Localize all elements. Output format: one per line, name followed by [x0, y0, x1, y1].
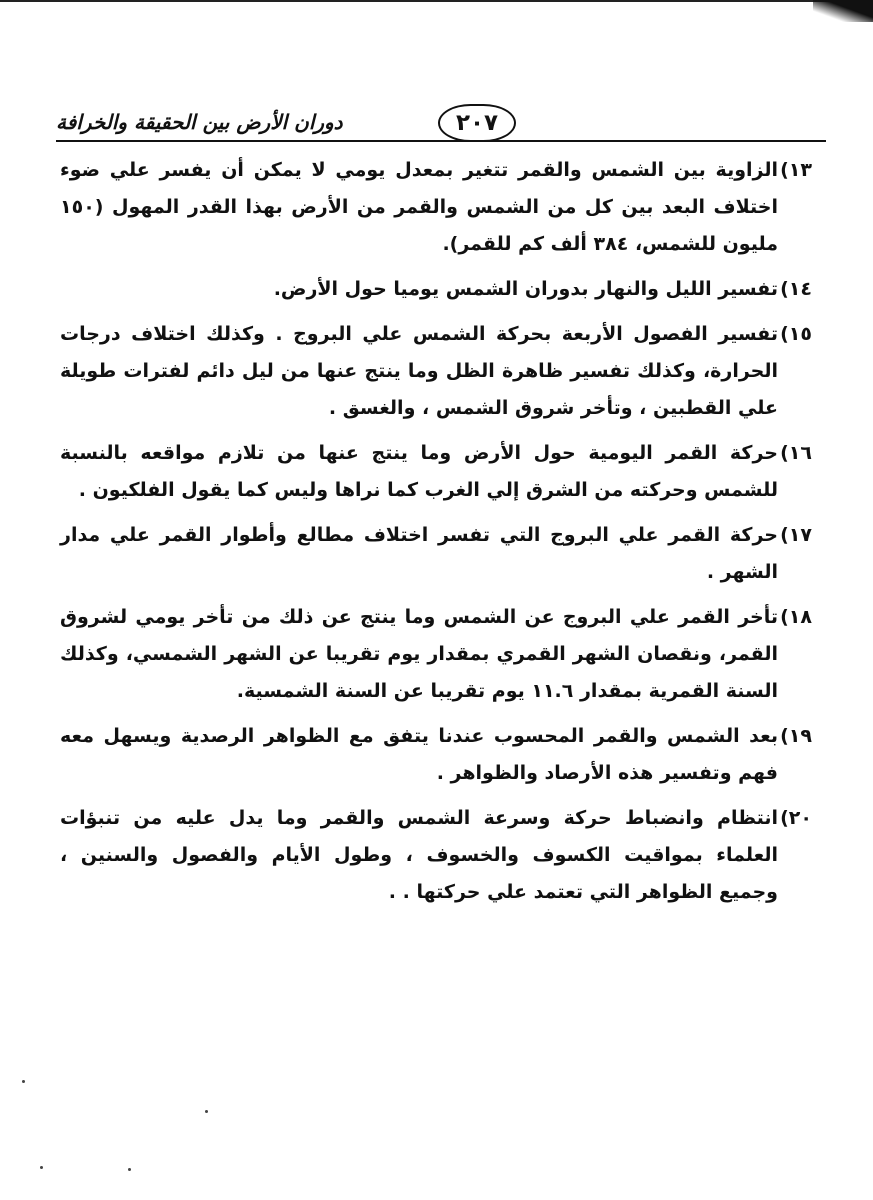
list-item — [60, 152, 812, 263]
page-header — [56, 104, 826, 148]
scan-speck — [40, 1166, 43, 1169]
item-text: بعد الشمس والقمر المحسوب عندنا يتفق مع الظواهر الرصدية ويسهل معه فهم وتفسير هذه الأرصاد والظواهر . — [60, 725, 778, 784]
item-number: ١٧) — [780, 524, 812, 546]
item-text: تأخر القمر علي البروج عن الشمس وما ينتج عن ذلك من تأخر يومي لشروق القمر، ونقصان الشهر القمري بمقدار يوم تقريبا عن الشهر الشمسي، وكذلك السنة القمرية بمقدار ١١.٦ يوم تقريبا عن السنة الشمسية. — [60, 606, 778, 702]
list-item — [60, 599, 812, 710]
page-body — [60, 152, 812, 919]
running-title: دوران الأرض بين الحقيقة والخرافة — [56, 110, 343, 134]
item-text: حركة القمر اليومية حول الأرض وما ينتج عنها من تلازم مواقعه بالنسبة للشمس وحركته من الشرق إلي الغرب كما نراها وليس كما يقول الفلكيون . — [60, 442, 778, 501]
item-number: ١٣) — [780, 159, 812, 181]
scan-corner-shadow — [813, 0, 873, 22]
list-item — [60, 435, 812, 509]
item-text: تفسير الفصول الأربعة بحركة الشمس علي البروج . وكذلك اختلاف درجات الحرارة، وكذلك تفسير ظاهرة الظل وما ينتج عنها من ليل دائم لفترات طويلة علي القطبين ، وتأخر شروق الشمس ، والغسق . — [60, 323, 778, 419]
header-rule — [56, 140, 826, 142]
page-number: ٢٠٧ — [438, 104, 516, 142]
scan-speck — [22, 1080, 25, 1083]
list-item — [60, 316, 812, 427]
list-item — [60, 271, 812, 308]
item-number: ٢٠) — [780, 807, 812, 829]
scan-speck — [128, 1168, 131, 1171]
item-number: ١٩) — [780, 725, 812, 747]
item-number: ١٨) — [780, 606, 812, 628]
item-number: ١٦) — [780, 442, 812, 464]
item-text: تفسير الليل والنهار بدوران الشمس يوميا حول الأرض. — [273, 278, 778, 300]
item-text: الزاوية بين الشمس والقمر تتغير بمعدل يومي لا يمكن أن يفسر علي ضوء اختلاف البعد بين كل من الشمس والقمر من الأرض بهذا القدر المهول (١٥٠ مليون للشمس، ٣٨٤ ألف كم للقمر). — [60, 159, 778, 255]
scan-speck — [205, 1110, 208, 1113]
list-item — [60, 800, 812, 911]
item-text: انتظام وانضباط حركة وسرعة الشمس والقمر وما يدل عليه من تنبؤات العلماء بمواقيت الكسوف والخسوف ، وطول الأيام والفصول والسنين ، وجميع الظواهر التي تعتمد علي حركتها . . — [60, 807, 778, 903]
item-number: ١٤) — [780, 278, 812, 300]
list-item — [60, 517, 812, 591]
item-number: ١٥) — [780, 323, 812, 345]
scan-top-edge — [0, 0, 873, 10]
list-item — [60, 718, 812, 792]
item-text: حركة القمر علي البروج التي تفسر اختلاف مطالع وأطوار القمر علي مدار الشهر . — [60, 524, 778, 583]
